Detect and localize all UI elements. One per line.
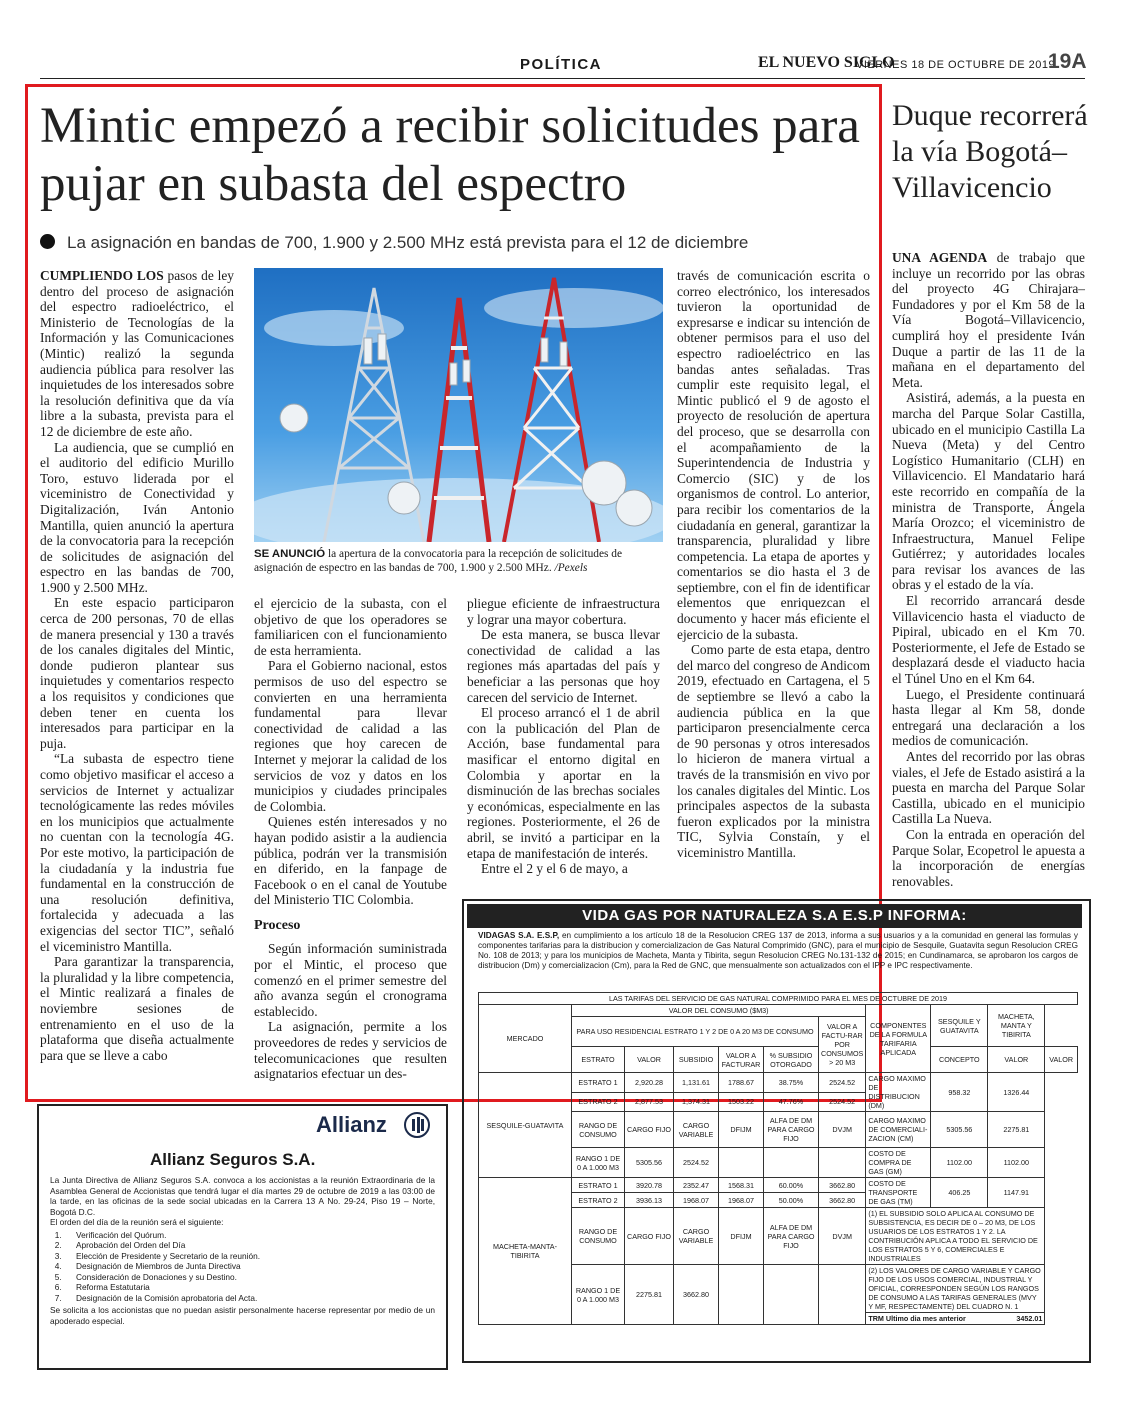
vidagas-intro-text: en cumplimiento a los artículo 18 de la Resolucion CREG 137 de 2013, informa a sus usuarios y a la comunidad en general las formulas y componentes tarifarias para la distribucion y comercializacion de Gas Natural Comprimido (GNC), para el municipio de Sesquile, Guatavita segun Resolucion CREG No. 108 de 2013; y para los municipios de Macheta, Manta y Tibirita, segun Resolucion CREG No.131-132 de 2015; en Cundinamarca, se aprobaron los cargos de distribucion (Dm) y comercializacion (Cm), para la Red de GNC, que mensualmente son actualizados con el IPP e IPC respectivamente. xyxy=(478,931,1078,970)
page-number: 19A xyxy=(1048,50,1087,73)
photo-credit: /Pexels xyxy=(554,562,588,574)
concept-value: 5305.56 xyxy=(931,1112,988,1148)
lead-caps: CUMPLIENDO LOS xyxy=(40,268,164,283)
table-cell: 38.75% xyxy=(764,1073,819,1093)
telecom-towers-image xyxy=(254,268,663,542)
newspaper-name: EL NUEVO SIGLO xyxy=(758,54,895,71)
allianz-eagle-icon xyxy=(404,1112,430,1138)
paragraph: través de comunicación escrita o correo electrónico, los interesados tuvieron la oportunidad de expresarse e indicar su intención de obtener permisos para el uso del espectro radioeléctrico en las bandas antes señaladas. Tras cumplir este requisito legal, el Mintic publicó el 9 de agosto el proyecto de resolución de apertura del proceso, que se desarrolla con el acompañamiento de la Superintendencia de Industria y Comercio (SIC) y de los organismos de control. Lo anterior, para recibir los comentarios de la ciudadanía en general, garantizar la transparencia, pluralidad y libre competencia. La etapa de aportes y comentarios se dio hasta el 3 de septiembre, con el fin de identificar elementos que enriquezcan el documento y hacer más eficiente el ejercicio de la subasta. xyxy=(677,268,870,642)
header-valor-factu: VALOR A FACTU-RAR POR CONSUMOS > 20 M3 xyxy=(819,1017,866,1073)
deck-text: La asignación en bandas de 700, 1.900 y 2.500 MHz está prevista para el 12 de diciembre xyxy=(67,233,749,252)
header-residencial: PARA USO RESIDENCIAL ESTRATO 1 Y 2 DE 0 A 20 M3 DE CONSUMO xyxy=(572,1017,819,1047)
table-cell: 1968.07 xyxy=(719,1193,764,1208)
sidebar-headline: Duque recorrerá la vía Bogotá–Villavicencio xyxy=(892,99,1088,204)
table-cell xyxy=(764,1265,819,1325)
table-cell: 2524.52 xyxy=(819,1092,866,1112)
trm-label: TRM Ultimo dia mes anterior xyxy=(868,1314,966,1323)
table-cell: CARGO VARIABLE xyxy=(674,1112,719,1148)
sidebar-column xyxy=(892,250,1085,889)
header-estrato: ESTRATO xyxy=(572,1047,625,1073)
subhead-proceso: Proceso xyxy=(254,917,301,933)
table-cell: ESTRATO 2 xyxy=(572,1092,625,1112)
allianz-title: Allianz Seguros S.A. xyxy=(150,1150,316,1169)
table-cell: RANGO DE CONSUMO xyxy=(572,1112,625,1148)
table-cell: 3662.80 xyxy=(819,1193,866,1208)
table-cell: DFIJM xyxy=(719,1208,764,1265)
paragraph: El recorrido arrancará desde Villavicencio hasta el viaducto de Pipiral, ubicado en el Km 70. Posteriormente, el Jefe de Estado se desplazará desde el viaducto hacia el Túnel Uno en el Km 64. xyxy=(892,593,1085,687)
article-column-1 xyxy=(40,268,234,1063)
vidagas-banner: VIDA GAS POR NATURALEZA S.A E.S.P INFORMA: xyxy=(467,904,1082,928)
header-concepto: CONCEPTO xyxy=(931,1047,988,1073)
allianz-intro: La Junta Directiva de Allianz Seguros S.A. convoca a los accionistas a la reunión Extraordinaria de la Asamblea General de Accionistas que tendrá lugar el día martes 29 de octubre de 2019 a las 03:00 de la tarde, en las oficinas de la sede social ubicadas en la Carrera 13 A No. 29-24, Piso 19 – Norte, Bogotá D.C. xyxy=(50,1175,435,1217)
agenda-item: 6. Reforma Estatutaria xyxy=(64,1282,435,1293)
paragraph: pasos de ley dentro del proceso de asignación del espectro radioeléctrico, el Ministerio de Tecnologías de la Información y las Comunicaciones (Mintic) realizó la segunda audiencia pública para resolver las inquietudes de los interesados sobre la resolución definitiva que da vía libre a la subasta, prevista para el 12 de diciembre de este año. xyxy=(40,268,234,439)
table-cell: 1,374.31 xyxy=(674,1092,719,1112)
paragraph: Quienes estén interesados y no hayan podido asistir a la audiencia pública, podrán ver la transmisión en diferido, en la fanpage de Facebook o en el canal de Youtube del Ministerio TIC Colombia. xyxy=(254,814,447,908)
table-cell: RANGO DE CONSUMO xyxy=(572,1208,625,1265)
table-cell: ALFA DE DM PARA CARGO FIJO xyxy=(764,1208,819,1265)
table-cell: 50.00% xyxy=(764,1193,819,1208)
paragraph: De esta manera, se busca llevar conectividad de calidad a las regiones más apartadas del país y beneficiar a las personas que hoy carecen del servicio de Internet. xyxy=(467,627,660,705)
paragraph: Para el Gobierno nacional, estos permisos de uso del espectro se convierten en una herramienta fundamental para llevar conectividad de calidad a las regiones que hoy carecen de Internet y mejorar la calidad de los servicios de voz y datos en los municipios y ciudades principales de Colombia. xyxy=(254,658,447,814)
table-cell: 3920.78 xyxy=(625,1178,674,1193)
table-cell: 1503.22 xyxy=(719,1092,764,1112)
concept-value: 1147.91 xyxy=(988,1178,1045,1208)
lead-caps: UNA AGENDA xyxy=(892,250,988,265)
issue-date: VIERNES 18 DE OCTUBRE DE 2019 xyxy=(856,59,1056,71)
table-cell: 3662.80 xyxy=(674,1265,719,1325)
table-cell xyxy=(719,1265,764,1325)
allianz-closing: Se solicita a los accionistas que no puedan asistir personalmente hacerse representar por medio de un apoderado especial. xyxy=(50,1305,435,1326)
table-cell xyxy=(764,1148,819,1178)
allianz-agenda-label: El orden del día de la reunión será el siguiente: xyxy=(50,1217,224,1227)
agenda-item: 3. Elección de Presidente y Secretario de la reunión. xyxy=(64,1251,435,1262)
allianz-body xyxy=(50,1175,435,1326)
paragraph: de trabajo que incluye un recorrido por las obras del proyecto 4G Chirajara–Fundadores y por el Km 58 de la Vía Bogotá–Villavicencio, cumplirá hoy el presidente Iván Duque a partir de las 11 de la mañana en el departamento del Meta. xyxy=(892,250,1085,390)
paragraph: Con la entrada en operación del Parque Solar, Ecopetrol le apuesta a la incorporación de energías renovables. xyxy=(892,826,1085,889)
table-cell: CARGO FIJO xyxy=(625,1112,674,1148)
concept-value: 1326.44 xyxy=(988,1073,1045,1112)
tariff-note-1: (1) EL SUBSIDIO SOLO APLICA AL CONSUMO DE SUBSISTENCIA, ES DECIR DE 0 – 20 M3, DE LOS USUARIOS DE LOS ESTRATOS 1 Y 2. LA CONTRIBUCIÓN APLICA A TODO EL SERVICIO DE LOS ESTRATOS 5 Y 6, COMERCIALES E INDUSTRIALES xyxy=(866,1208,1045,1265)
table-cell: 2,877.53 xyxy=(625,1092,674,1112)
table-cell: 2,920.28 xyxy=(625,1073,674,1093)
article-column-3 xyxy=(467,596,660,877)
concept-value: 1102.00 xyxy=(931,1148,988,1178)
table-cell: DVJM xyxy=(819,1208,866,1265)
header-pct-subsidio: % SUBSIDIO OTORGADO xyxy=(764,1047,819,1073)
market-macheta: MACHETA-MANTA-TIBIRITA xyxy=(479,1178,572,1325)
agenda-item: 4. Designación de Miembros de Junta Directiva xyxy=(64,1261,435,1272)
agenda-item: 5. Consideración de Donaciones y su Destino. xyxy=(64,1272,435,1283)
paragraph: pliegue eficiente de infraestructura y lograr una mayor cobertura. xyxy=(467,596,660,627)
table-cell: 1788.67 xyxy=(719,1073,764,1093)
concept-value: 1102.00 xyxy=(988,1148,1045,1178)
table-cell: ESTRATO 1 xyxy=(572,1073,625,1093)
header-valor-consumo: VALOR DEL CONSUMO ($M3) xyxy=(572,1005,866,1017)
vidagas-intro-lead: VIDAGAS S.A. E.S.P, xyxy=(478,931,560,940)
table-cell: DVJM xyxy=(819,1112,866,1148)
table-cell: CARGO VARIABLE xyxy=(674,1208,719,1265)
concept-cell: CARGO MAXIMO DE COMERCIALI-ZACION (CM) xyxy=(866,1112,931,1148)
table-cell: 3662.80 xyxy=(819,1178,866,1193)
header-macheta: MACHETA, MANTA Y TIBIRITA xyxy=(988,1005,1045,1047)
table-cell: ESTRATO 1 xyxy=(572,1178,625,1193)
caption-lead: SE ANUNCIÓ xyxy=(254,548,326,560)
table-cell xyxy=(819,1265,866,1325)
table-cell: RANGO 1 DE 0 A 1.000 M3 xyxy=(572,1265,625,1325)
paragraph: En este espacio participaron cerca de 200 personas, 70 de ellas de manera presencial y 130 a través de los canales digitales del Mintic, donde pudieron plantear sus inquietudes y comentarios respecto a los requisitos y condiciones que deben tener en cuenta los interesados para participar en la puja. xyxy=(40,595,234,751)
table-cell: 2352.47 xyxy=(674,1178,719,1193)
table-cell xyxy=(719,1148,764,1178)
paragraph: Antes del recorrido por las obras viales, el Jefe de Estado asistirá a la puesta en marcha del Parque Solar Castilla, ubicado en el municipio Castilla La Nueva. xyxy=(892,749,1085,827)
header-componentes: COMPONENTES DE LA FORMULA TARIFARIA APLICADA xyxy=(866,1005,931,1073)
concept-value: 2275.81 xyxy=(988,1112,1045,1148)
table-cell: ALFA DE DM PARA CARGO FIJO xyxy=(764,1112,819,1148)
concept-value: 406.25 xyxy=(931,1178,988,1208)
agenda-item: 1. Verificación del Quórum. xyxy=(64,1230,435,1241)
header-rule xyxy=(40,78,1085,79)
paragraph: La asignación, permite a los proveedores de redes y servicios de telecomunicaciones que resulten asignatarios efectuar un des- xyxy=(254,1019,447,1082)
photo-caption xyxy=(254,547,663,575)
allianz-agenda-list xyxy=(50,1230,435,1304)
tariff-table xyxy=(478,992,1078,1325)
trm-value: 3452.01 xyxy=(1016,1314,1043,1323)
header-valor-macheta: VALOR xyxy=(1045,1047,1078,1073)
table-cell: 60.00% xyxy=(764,1178,819,1193)
agenda-item: 7. Designación de la Comisión aprobatoria del Acta. xyxy=(64,1293,435,1304)
table-cell: DFIJM xyxy=(719,1112,764,1148)
table-cell: 47.76% xyxy=(764,1092,819,1112)
header-sesquile: SESQUILE Y GUATAVITA xyxy=(931,1005,988,1047)
paragraph: Como parte de esta etapa, dentro del marco del congreso de Andicom 2019, efectuado en Cartagena, el 5 de septiembre se llevó a cabo la audiencia pública en la que participaron presencialmente cerca de 90 personas y otros interesados lo hicieron de manera virtual a través de la transmisión en vivo por los canales digitales del Mintic. Los principales aspectos de la subasta fueron explicados por la ministra TIC, Sylvia Constaín, y el viceministro Mantilla. xyxy=(677,642,870,860)
table-cell: 2524.52 xyxy=(674,1148,719,1178)
table-title: LAS TARIFAS DEL SERVICIO DE GAS NATURAL COMPRIMIDO PARA EL MES DE OCTUBRE DE 2019 xyxy=(479,993,1078,1005)
article-column-2 xyxy=(254,596,447,1082)
paragraph: Asistirá, además, a la puesta en marcha del Parque Solar Castilla, ubicado en el municipio Castilla La Nueva (Meta) y del Centro Logístico Humanitario (CLH) en Villavicencio. El Mandatario hará este recorrido en compañía de la ministra de Transporte, Ángela María Orozco; el viceministro de Infraestructura, Manuel Felipe Gutiérrez; y autoridades locales para revisar los avances de las obras y el estado de la vía. xyxy=(892,390,1085,593)
table-cell: 5305.56 xyxy=(625,1148,674,1178)
concept-cell: COSTO DE TRANSPORTE DE GAS (TM) xyxy=(866,1178,931,1208)
article-photo-towers xyxy=(254,268,663,542)
table-cell: ESTRATO 2 xyxy=(572,1193,625,1208)
paragraph: Para garantizar la transparencia, la pluralidad y la libre competencia, el Mintic realizará a finales de noviembre sesiones de entrenamiento en el uso de la plataforma que diseña actualmente para que se lleve a cabo xyxy=(40,954,234,1063)
concept-value: 958.32 xyxy=(931,1073,988,1112)
header-valor-facturar: VALOR A FACTURAR xyxy=(719,1047,764,1073)
paragraph: Luego, el Presidente continuará hasta llegar al Km 58, donde entregará una declaración a los medios de comunicación. xyxy=(892,686,1085,749)
market-sesquile: SESQUILE-GUATAVITA xyxy=(479,1073,572,1178)
header-subsidio: SUBSIDIO xyxy=(674,1047,719,1073)
section-label: POLÍTICA xyxy=(520,56,602,73)
table-cell: 3936.13 xyxy=(625,1193,674,1208)
paragraph: La audiencia, que se cumplió en el auditorio del edificio Murillo Toro, estuvo liderada por el viceministro de Conectividad y Digitalización, Iván Antonio Mantilla, quien anunció la apertura de la convocatoria para la recepción de solicitudes de asignación del espectro en las bandas de 700, 1.900 y 2.500 MHz. xyxy=(40,439,234,595)
trm-row xyxy=(866,1312,1044,1324)
header-valor: VALOR xyxy=(625,1047,674,1073)
paragraph: el ejercicio de la subasta, con el objetivo de que los operadores se familiaricen con el funcionamiento de esta herramienta. xyxy=(254,596,447,658)
header-valor-sesquile: VALOR xyxy=(988,1047,1045,1073)
table-cell: 2524.52 xyxy=(819,1073,866,1093)
article-column-4 xyxy=(677,268,870,861)
agenda-item: 2. Aprobación del Orden del Día xyxy=(64,1240,435,1251)
caption-text: la apertura de la convocatoria para la recepción de solicitudes de asignación de espectro en las bandas de 700, 1.900 y 2.500 MHz. xyxy=(254,548,623,574)
vidagas-intro xyxy=(478,931,1078,971)
header-mercado: MERCADO xyxy=(479,1005,572,1073)
bullet-icon xyxy=(40,234,55,249)
paragraph: Según información suministrada por el Mintic, el proceso que comenzó en el primer semestre del año avanza según el cronograma establecido. xyxy=(254,941,447,1019)
allianz-logo-text: Allianz xyxy=(316,1112,387,1137)
table-cell xyxy=(819,1148,866,1178)
concept-cell: COSTO DE COMPRA DE GAS (GM) xyxy=(866,1148,931,1178)
table-cell: 1568.31 xyxy=(719,1178,764,1193)
article-deck xyxy=(40,233,748,253)
table-cell: RANGO 1 DE 0 A 1.000 M3 xyxy=(572,1148,625,1178)
table-cell: 1,131.61 xyxy=(674,1073,719,1093)
tariff-note-2-cell xyxy=(866,1265,1045,1325)
tariff-note-2: (2) LOS VALORES DE CARGO VARIABLE Y CARGO FIJO DE LOS USOS COMERCIAL, INDUSTRIAL Y OFICIAL, CORRESPONDEN SEGÚN LOS RANGOS DE CONSUMO A LAS TARIFAS GENERALES (MVY Y MF, RESPECTAMENTE) DEL CUADRO N. 1 xyxy=(868,1266,1041,1311)
paragraph: El proceso arrancó el 1 de abril con la publicación del Plan de Acción, base fundamental para masificar el entorno digital en Colombia y aportar en la disminución de las brechas sociales y económicas, especialmente en las regiones. Posteriormente, el 26 de abril, se invitó a participar en la etapa de manifestación de interés. xyxy=(467,705,660,861)
table-cell: 1968.07 xyxy=(674,1193,719,1208)
article-headline: Mintic empezó a recibir solicitudes para pujar en subasta del espectro xyxy=(40,98,860,212)
table-cell: 2275.81 xyxy=(625,1265,674,1325)
concept-cell: CARGO MAXIMO DE DISTRIBUCION (DM) xyxy=(866,1073,931,1112)
paragraph: “La subasta de espectro tiene como objetivo masificar el acceso a servicios de Internet y actualizar tecnológicamente las redes móviles en los municipios que actualmente no cuentan con la tecnología 4G. Por este motivo, la participación de la ciudadanía y la industria fue fundamental en la construcción de una resolución definitiva, fortalecida y adecuada a las exigencias del sector TIC”, señaló el viceministro Mantilla. xyxy=(40,751,234,954)
table-cell: CARGO FIJO xyxy=(625,1208,674,1265)
paragraph: Entre el 2 y el 6 de mayo, a xyxy=(481,861,628,877)
